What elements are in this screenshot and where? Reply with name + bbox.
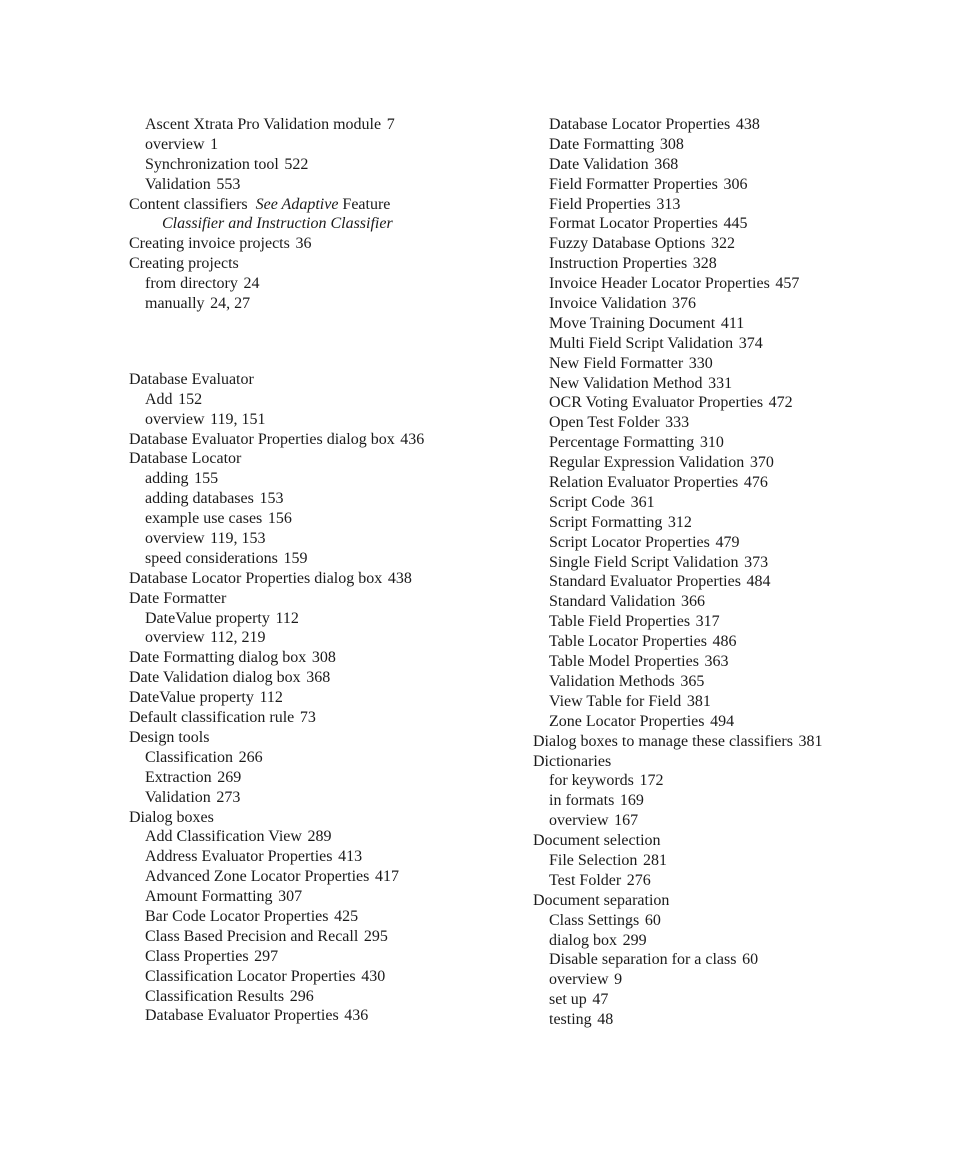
index-term: overview — [549, 971, 609, 989]
page-reference: 438 — [735, 116, 760, 133]
index-subentry — [533, 592, 933, 612]
index-entry — [129, 370, 529, 390]
index-term: Date Formatter — [129, 589, 227, 607]
page-reference: 413 — [338, 848, 363, 866]
index-subentry — [533, 990, 933, 1010]
index-entry — [129, 648, 529, 668]
page-reference: 47 — [592, 991, 609, 1009]
index-term: Class Properties — [145, 947, 249, 965]
index-subentry — [533, 115, 933, 135]
index-term: Table Model Properties — [549, 653, 699, 671]
index-term: Dialog boxes to manage these classifiers — [533, 732, 793, 750]
page-reference: 269 — [217, 768, 242, 786]
page-reference: 119, 153 — [210, 530, 266, 548]
page-reference: 299 — [622, 931, 647, 949]
index-term: DateValue property — [129, 689, 254, 707]
index-entry — [533, 891, 933, 911]
page-reference: 155 — [194, 470, 219, 488]
index-subentry — [129, 788, 529, 808]
page-reference: 317 — [695, 613, 720, 631]
index-term: Multi Field Script Validation — [549, 334, 734, 352]
index-entry — [129, 688, 529, 708]
page-reference: 169 — [619, 792, 644, 810]
page-reference: 266 — [238, 748, 263, 766]
index-subentry — [533, 314, 933, 334]
see-reference-term: Feature — [342, 195, 391, 213]
page-reference: 494 — [710, 712, 735, 730]
index-term: Creating projects — [129, 255, 239, 273]
index-subentry — [533, 393, 933, 413]
index-subentry — [533, 513, 933, 533]
index-subentry — [533, 871, 933, 891]
index-subentry — [533, 572, 933, 592]
index-subentry — [129, 509, 529, 529]
index-term: Fuzzy Database Options — [549, 235, 706, 253]
index-term: File Selection — [549, 851, 638, 869]
index-term: Database Locator Properties dialog box — [129, 569, 383, 587]
index-term: Invoice Validation — [549, 295, 667, 313]
page-reference: 167 — [614, 812, 639, 830]
index-term: Table Field Properties — [549, 613, 691, 631]
page-reference: 112 — [259, 689, 283, 707]
index-term: overview — [145, 530, 205, 548]
index-term: Open Test Folder — [549, 414, 660, 432]
index-term: Regular Expression Validation — [549, 454, 745, 472]
index-subentry — [129, 294, 529, 314]
page-reference: 119, 151 — [210, 410, 266, 428]
index-term: overview — [145, 135, 205, 153]
index-subentry — [129, 827, 529, 847]
index-subentry — [129, 135, 529, 155]
index-entry — [129, 668, 529, 688]
page-reference: 48 — [597, 1011, 614, 1029]
index-term: Ascent Xtrata Pro Validation module — [145, 116, 382, 133]
index-subentry — [533, 214, 933, 234]
index-term: Content classifiers — [129, 195, 248, 213]
index-term: Add Classification View — [145, 828, 302, 846]
page-reference: 436 — [344, 1007, 369, 1025]
index-continuation — [129, 214, 529, 234]
index-term: Date Formatting dialog box — [129, 649, 307, 667]
index-entry — [129, 708, 529, 728]
index-subentry — [533, 970, 933, 990]
index-term: Bar Code Locator Properties — [145, 907, 329, 925]
page-reference: 310 — [699, 434, 724, 452]
page-reference: 368 — [654, 155, 679, 173]
index-subentry — [533, 234, 933, 254]
index-term: DateValue property — [145, 609, 270, 627]
index-term: Document separation — [533, 891, 670, 909]
index-term: Percentage Formatting — [549, 434, 695, 452]
index-subentry — [533, 712, 933, 732]
index-subentry — [533, 493, 933, 513]
page-reference: 425 — [334, 907, 359, 925]
index-subentry — [533, 195, 933, 215]
page-reference: 486 — [712, 633, 737, 651]
page-reference: 172 — [639, 772, 664, 790]
index-term: Validation Methods — [549, 672, 675, 690]
see-reference-text: Classifier and Instruction Classifier — [162, 215, 393, 233]
index-term: Relation Evaluator Properties — [549, 474, 739, 492]
index-subentry — [533, 175, 933, 195]
page-reference: 273 — [216, 788, 241, 806]
index-term: Test Folder — [549, 871, 622, 889]
page-reference: 417 — [374, 868, 399, 886]
index-term: Validation — [145, 788, 211, 806]
index-subentry — [129, 907, 529, 927]
page-reference: 374 — [738, 334, 763, 352]
index-term: Creating invoice projects — [129, 235, 290, 253]
index-subentry — [129, 987, 529, 1007]
page-reference: 112, 219 — [210, 629, 266, 647]
index-subentry — [129, 489, 529, 509]
index-subentry — [129, 867, 529, 887]
index-subentry — [129, 390, 529, 410]
index-term: Date Validation — [549, 155, 649, 173]
index-subentry — [533, 692, 933, 712]
index-term: Script Locator Properties — [549, 533, 710, 551]
index-subentry — [129, 115, 529, 135]
index-term: Class Settings — [549, 911, 640, 929]
page-reference: 411 — [720, 314, 745, 332]
page-reference: 281 — [643, 851, 668, 869]
index-subentry — [533, 612, 933, 632]
index-entry — [129, 569, 529, 589]
index-term: Database Evaluator Properties dialog box — [129, 430, 395, 448]
index-gap — [129, 314, 529, 370]
page-reference: 366 — [680, 593, 705, 611]
index-term: Advanced Zone Locator Properties — [145, 868, 370, 886]
index-subentry — [533, 294, 933, 314]
page-reference: 297 — [254, 947, 279, 965]
index-subentry — [533, 254, 933, 274]
page-reference: 73 — [299, 709, 316, 727]
index-entry — [129, 234, 529, 254]
index-subentry — [533, 851, 933, 871]
index-term: for keywords — [549, 772, 634, 790]
index-term: Add — [145, 390, 173, 408]
index-subentry — [129, 1006, 529, 1026]
index-subentry — [533, 433, 933, 453]
index-term: Script Code — [549, 493, 625, 511]
index-term: Dictionaries — [533, 752, 612, 770]
page-reference: 476 — [743, 474, 768, 492]
index-term: Move Training Document — [549, 314, 716, 332]
page-reference: 9 — [614, 971, 623, 989]
index-subentry — [533, 791, 933, 811]
page-reference: 322 — [711, 235, 735, 253]
index-entry — [533, 732, 933, 752]
index-entry — [129, 808, 529, 828]
page-reference: 308 — [659, 135, 684, 153]
page-reference: 484 — [746, 573, 771, 591]
index-subentry — [533, 334, 933, 354]
page-reference: 553 — [216, 175, 241, 193]
page-reference: 472 — [768, 394, 793, 412]
index-term: Zone Locator Properties — [549, 712, 705, 730]
page-reference: 331 — [708, 374, 733, 392]
index-subentry — [533, 931, 933, 951]
page-reference: 381 — [686, 692, 711, 710]
index-entry — [129, 195, 529, 215]
index-term: speed considerations — [145, 549, 278, 567]
index-column-right — [533, 115, 933, 1030]
page-reference: 60 — [644, 911, 661, 929]
index-subentry — [533, 374, 933, 394]
index-subentry — [533, 652, 933, 672]
index-term: overview — [549, 812, 609, 830]
index-term: Extraction — [145, 768, 212, 786]
index-term: OCR Voting Evaluator Properties — [549, 394, 764, 412]
index-term: Classification Locator Properties — [145, 967, 356, 985]
index-subentry — [129, 927, 529, 947]
page-reference: 328 — [692, 255, 717, 273]
index-subentry — [533, 354, 933, 374]
index-subentry — [533, 1010, 933, 1030]
page-reference: 295 — [363, 927, 388, 945]
index-subentry — [129, 947, 529, 967]
page-reference: 333 — [665, 414, 690, 432]
index-term: Document selection — [533, 832, 661, 850]
index-term: Date Formatting — [549, 135, 655, 153]
page-reference: 308 — [311, 649, 336, 667]
index-term: Field Properties — [549, 195, 651, 213]
index-subentry — [129, 549, 529, 569]
page-reference: 376 — [672, 295, 697, 313]
index-term: example use cases — [145, 510, 263, 528]
page-reference: 330 — [688, 354, 713, 372]
page-reference: 159 — [283, 549, 308, 567]
page-reference: 522 — [284, 155, 309, 173]
page-reference: 381 — [798, 732, 823, 750]
index-subentry — [129, 175, 529, 195]
page-reference: 60 — [742, 951, 759, 969]
page-reference: 24 — [243, 275, 260, 293]
index-term: Validation — [145, 175, 211, 193]
index-term: Default classification rule — [129, 709, 295, 727]
index-term: Format Locator Properties — [549, 215, 718, 233]
index-term: Classification Results — [145, 987, 285, 1005]
index-term: dialog box — [549, 931, 617, 949]
index-subentry — [129, 410, 529, 430]
index-entry — [129, 449, 529, 469]
index-term: Invoice Header Locator Properties — [549, 275, 770, 293]
index-subentry — [533, 413, 933, 433]
index-term: Table Locator Properties — [549, 633, 707, 651]
page-reference: 289 — [307, 828, 332, 846]
page-reference: 436 — [400, 430, 425, 448]
index-subentry — [129, 628, 529, 648]
index-term: Standard Evaluator Properties — [549, 573, 741, 591]
page-reference: 445 — [723, 215, 748, 233]
index-term: Address Evaluator Properties — [145, 848, 333, 866]
page-reference: 438 — [387, 569, 412, 587]
index-subentry — [533, 533, 933, 553]
index-term: Script Formatting — [549, 513, 663, 531]
index-subentry — [533, 950, 933, 970]
page-reference: 24, 27 — [210, 295, 251, 313]
index-entry — [129, 589, 529, 609]
page-reference: 7 — [386, 116, 395, 133]
index-term: Database Evaluator — [129, 370, 254, 388]
page-reference: 430 — [361, 967, 386, 985]
page-reference: 306 — [723, 175, 748, 193]
index-term: testing — [549, 1011, 592, 1029]
index-term: adding — [145, 470, 189, 488]
index-subentry — [129, 887, 529, 907]
index-subentry — [533, 274, 933, 294]
index-term: Class Based Precision and Recall — [145, 927, 359, 945]
page-reference: 153 — [259, 490, 284, 508]
page-reference: 156 — [267, 510, 292, 528]
page-reference: 112 — [275, 609, 299, 627]
index-term: Design tools — [129, 728, 210, 746]
index-term: View Table for Field — [549, 692, 682, 710]
page-reference: 296 — [289, 987, 314, 1005]
index-subentry — [533, 911, 933, 931]
index-entry — [533, 752, 933, 772]
index-term: Field Formatter Properties — [549, 175, 718, 193]
index-term: manually — [145, 295, 205, 313]
page-reference: 152 — [178, 390, 203, 408]
page-reference: 361 — [630, 493, 655, 511]
index-subentry — [533, 453, 933, 473]
index-subentry — [129, 155, 529, 175]
page-reference: 479 — [715, 533, 740, 551]
page-reference: 363 — [704, 653, 729, 671]
index-subentry — [533, 473, 933, 493]
see-reference-prefix: See Adaptive — [255, 195, 339, 213]
index-subentry — [533, 771, 933, 791]
index-entry — [129, 254, 529, 274]
index-subentry — [533, 672, 933, 692]
page-reference: 36 — [295, 235, 312, 253]
index-term: overview — [145, 629, 205, 647]
index-term: from directory — [145, 275, 238, 293]
index-entry — [129, 728, 529, 748]
index-term: adding databases — [145, 490, 254, 508]
page-reference: 457 — [775, 275, 800, 293]
index-term: Database Evaluator Properties — [145, 1007, 339, 1025]
index-term: New Validation Method — [549, 374, 703, 392]
index-subentry — [129, 967, 529, 987]
index-term: Standard Validation — [549, 593, 676, 611]
index-term: Disable separation for a class — [549, 951, 737, 969]
index-term: in formats — [549, 792, 615, 810]
page-reference: 373 — [744, 553, 769, 571]
index-subentry — [129, 847, 529, 867]
index-subentry — [533, 632, 933, 652]
index-subentry — [533, 553, 933, 573]
page-reference: 307 — [278, 888, 303, 906]
index-term: New Field Formatter — [549, 354, 684, 372]
page-reference: 312 — [667, 513, 692, 531]
index-subentry — [533, 135, 933, 155]
index-term: Date Validation dialog box — [129, 669, 301, 687]
index-term: Classification — [145, 748, 233, 766]
page-reference: 313 — [656, 195, 681, 213]
index-term: Database Locator — [129, 450, 242, 468]
index-subentry — [129, 469, 529, 489]
index-term: overview — [145, 410, 205, 428]
index-subentry — [129, 748, 529, 768]
page-reference: 368 — [306, 669, 331, 687]
index-entry — [129, 430, 529, 450]
index-subentry — [533, 811, 933, 831]
page-reference: 370 — [749, 454, 774, 472]
index-term: Instruction Properties — [549, 255, 688, 273]
page-reference: 365 — [680, 672, 705, 690]
index-term: set up — [549, 991, 587, 1009]
page-reference: 276 — [626, 871, 651, 889]
page-reference: 1 — [210, 135, 219, 153]
index-subentry — [129, 609, 529, 629]
index-term: Dialog boxes — [129, 808, 214, 826]
index-subentry — [129, 274, 529, 294]
index-column-left — [129, 115, 529, 1026]
index-term: Database Locator Properties — [549, 116, 731, 133]
index-term: Amount Formatting — [145, 888, 273, 906]
index-term: Single Field Script Validation — [549, 553, 739, 571]
index-term: Synchronization tool — [145, 155, 279, 173]
index-subentry — [129, 768, 529, 788]
index-subentry — [129, 529, 529, 549]
index-subentry — [533, 155, 933, 175]
index-entry — [533, 831, 933, 851]
